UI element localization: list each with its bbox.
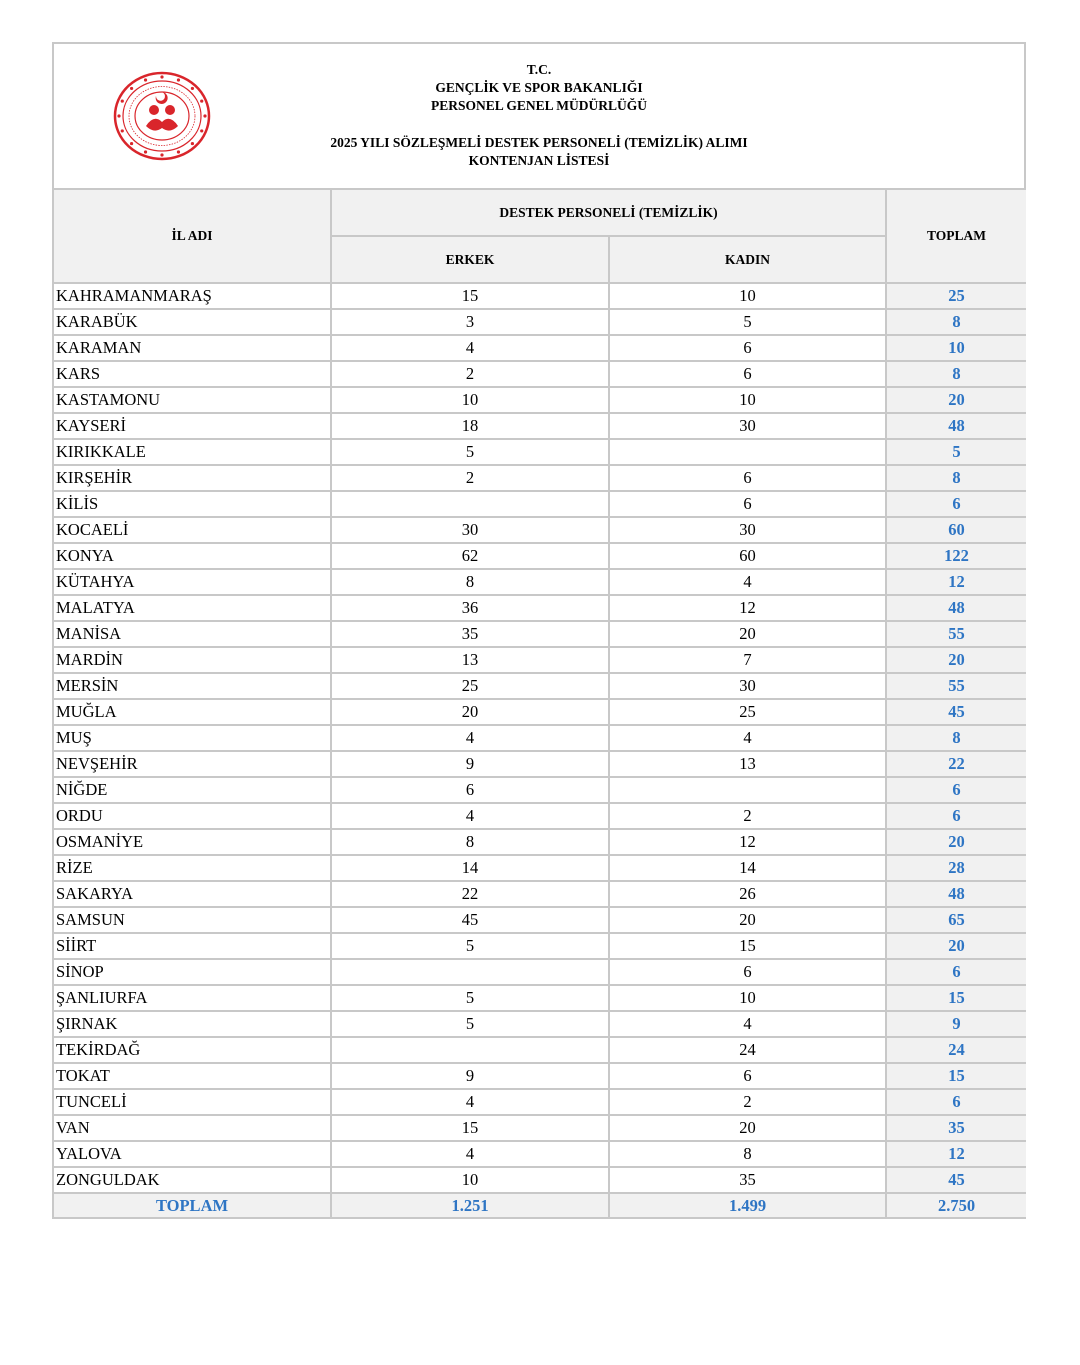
toplam-cell: 28 bbox=[886, 855, 1026, 881]
toplam-cell: 15 bbox=[886, 1063, 1026, 1089]
toplam-cell: 15 bbox=[886, 985, 1026, 1011]
il-cell: KÜTAHYA bbox=[54, 569, 331, 595]
toplam-cell: 20 bbox=[886, 829, 1026, 855]
erkek-cell: 15 bbox=[331, 1115, 609, 1141]
il-cell: MUŞ bbox=[54, 725, 331, 751]
table-row bbox=[54, 309, 1026, 335]
header-directorate: PERSONEL GENEL MÜDÜRLÜĞÜ bbox=[430, 98, 648, 113]
kadin-cell: 6 bbox=[609, 361, 886, 387]
il-cell: KAHRAMANMARAŞ bbox=[54, 283, 331, 309]
kadin-cell: 5 bbox=[609, 309, 886, 335]
table-row bbox=[54, 699, 1026, 725]
il-cell: ZONGULDAK bbox=[54, 1167, 331, 1193]
table-row bbox=[54, 725, 1026, 751]
il-cell: MERSİN bbox=[54, 673, 331, 699]
il-cell: KARAMAN bbox=[54, 335, 331, 361]
kadin-cell: 60 bbox=[609, 543, 886, 569]
erkek-cell: 5 bbox=[331, 1011, 609, 1037]
il-cell: MUĞLA bbox=[54, 699, 331, 725]
il-cell: ŞIRNAK bbox=[54, 1011, 331, 1037]
table-row bbox=[54, 491, 1026, 517]
column-header-erkek: ERKEK bbox=[331, 236, 609, 283]
table-row bbox=[54, 959, 1026, 985]
kadin-cell: 10 bbox=[609, 387, 886, 413]
table-row bbox=[54, 829, 1026, 855]
table-row bbox=[54, 621, 1026, 647]
erkek-cell: 20 bbox=[331, 699, 609, 725]
kadin-cell: 6 bbox=[609, 335, 886, 361]
toplam-cell: 60 bbox=[886, 517, 1026, 543]
toplam-cell: 8 bbox=[886, 725, 1026, 751]
erkek-cell: 25 bbox=[331, 673, 609, 699]
il-cell: KASTAMONU bbox=[54, 387, 331, 413]
toplam-cell: 6 bbox=[886, 777, 1026, 803]
kadin-cell: 6 bbox=[609, 491, 886, 517]
column-header-kadin: KADIN bbox=[609, 236, 886, 283]
table-row bbox=[54, 543, 1026, 569]
kadin-cell: 10 bbox=[609, 985, 886, 1011]
table-row bbox=[54, 569, 1026, 595]
quota-table bbox=[54, 190, 1026, 1217]
toplam-cell: 20 bbox=[886, 387, 1026, 413]
kadin-cell: 12 bbox=[609, 595, 886, 621]
toplam-cell: 5 bbox=[886, 439, 1026, 465]
header-tc: T.C. bbox=[526, 62, 552, 77]
il-cell: ORDU bbox=[54, 803, 331, 829]
table-row bbox=[54, 985, 1026, 1011]
kadin-cell: 20 bbox=[609, 907, 886, 933]
kadin-cell: 14 bbox=[609, 855, 886, 881]
kadin-cell: 30 bbox=[609, 673, 886, 699]
kadin-cell: 6 bbox=[609, 959, 886, 985]
erkek-cell: 10 bbox=[331, 1167, 609, 1193]
il-cell: OSMANİYE bbox=[54, 829, 331, 855]
document-subtitle: KONTENJAN LİSTESİ bbox=[468, 153, 610, 168]
toplam-cell: 22 bbox=[886, 751, 1026, 777]
toplam-cell: 45 bbox=[886, 699, 1026, 725]
erkek-cell: 36 bbox=[331, 595, 609, 621]
erkek-cell: 30 bbox=[331, 517, 609, 543]
il-cell: SAKARYA bbox=[54, 881, 331, 907]
il-cell: NİĞDE bbox=[54, 777, 331, 803]
toplam-cell: 35 bbox=[886, 1115, 1026, 1141]
total-kadin: 1.499 bbox=[609, 1193, 886, 1217]
toplam-cell: 122 bbox=[886, 543, 1026, 569]
erkek-cell: 5 bbox=[331, 439, 609, 465]
toplam-cell: 8 bbox=[886, 361, 1026, 387]
kadin-cell: 2 bbox=[609, 803, 886, 829]
il-cell: KARS bbox=[54, 361, 331, 387]
toplam-cell: 6 bbox=[886, 803, 1026, 829]
toplam-cell: 45 bbox=[886, 1167, 1026, 1193]
toplam-cell: 24 bbox=[886, 1037, 1026, 1063]
total-toplam: 2.750 bbox=[886, 1193, 1026, 1217]
toplam-cell: 12 bbox=[886, 569, 1026, 595]
column-header-group: DESTEK PERSONELİ (TEMİZLİK) bbox=[331, 190, 886, 236]
column-header-toplam: TOPLAM bbox=[886, 190, 1026, 283]
erkek-cell: 2 bbox=[331, 361, 609, 387]
il-cell: VAN bbox=[54, 1115, 331, 1141]
table-row bbox=[54, 751, 1026, 777]
kadin-cell: 15 bbox=[609, 933, 886, 959]
table-row bbox=[54, 1063, 1026, 1089]
erkek-cell: 4 bbox=[331, 335, 609, 361]
il-cell: RİZE bbox=[54, 855, 331, 881]
erkek-cell: 15 bbox=[331, 283, 609, 309]
erkek-cell bbox=[331, 1037, 609, 1063]
table-row bbox=[54, 907, 1026, 933]
toplam-cell: 8 bbox=[886, 465, 1026, 491]
il-cell: KIRŞEHİR bbox=[54, 465, 331, 491]
il-cell: SİNOP bbox=[54, 959, 331, 985]
table-row bbox=[54, 855, 1026, 881]
erkek-cell: 3 bbox=[331, 309, 609, 335]
table-row bbox=[54, 439, 1026, 465]
toplam-cell: 6 bbox=[886, 959, 1026, 985]
toplam-cell: 10 bbox=[886, 335, 1026, 361]
table-row bbox=[54, 1089, 1026, 1115]
il-cell: KİLİS bbox=[54, 491, 331, 517]
erkek-cell: 62 bbox=[331, 543, 609, 569]
erkek-cell: 8 bbox=[331, 569, 609, 595]
document-sheet bbox=[52, 42, 1026, 1219]
il-cell: KARABÜK bbox=[54, 309, 331, 335]
total-row bbox=[54, 1193, 1026, 1217]
table-row bbox=[54, 283, 1026, 309]
il-cell: YALOVA bbox=[54, 1141, 331, 1167]
erkek-cell: 4 bbox=[331, 1141, 609, 1167]
total-erkek: 1.251 bbox=[331, 1193, 609, 1217]
toplam-cell: 48 bbox=[886, 881, 1026, 907]
il-cell: MARDİN bbox=[54, 647, 331, 673]
erkek-cell: 18 bbox=[331, 413, 609, 439]
kadin-cell: 2 bbox=[609, 1089, 886, 1115]
table-row bbox=[54, 803, 1026, 829]
header-ministry: GENÇLİK VE SPOR BAKANLIĞI bbox=[435, 80, 643, 95]
erkek-cell: 6 bbox=[331, 777, 609, 803]
erkek-cell: 4 bbox=[331, 803, 609, 829]
erkek-cell: 4 bbox=[331, 725, 609, 751]
table-row bbox=[54, 413, 1026, 439]
toplam-cell: 48 bbox=[886, 595, 1026, 621]
il-cell: KIRIKKALE bbox=[54, 439, 331, 465]
erkek-cell bbox=[331, 491, 609, 517]
kadin-cell: 6 bbox=[609, 1063, 886, 1089]
table-row bbox=[54, 465, 1026, 491]
table-row bbox=[54, 647, 1026, 673]
table-row bbox=[54, 777, 1026, 803]
erkek-cell bbox=[331, 959, 609, 985]
erkek-cell: 45 bbox=[331, 907, 609, 933]
il-cell: SİİRT bbox=[54, 933, 331, 959]
kadin-cell: 26 bbox=[609, 881, 886, 907]
erkek-cell: 35 bbox=[331, 621, 609, 647]
il-cell: KAYSERİ bbox=[54, 413, 331, 439]
kadin-cell: 4 bbox=[609, 725, 886, 751]
table-row bbox=[54, 387, 1026, 413]
il-cell: KOCAELİ bbox=[54, 517, 331, 543]
kadin-cell: 30 bbox=[609, 413, 886, 439]
toplam-cell: 55 bbox=[886, 673, 1026, 699]
il-cell: ŞANLIURFA bbox=[54, 985, 331, 1011]
erkek-cell: 8 bbox=[331, 829, 609, 855]
erkek-cell: 9 bbox=[331, 751, 609, 777]
il-cell: TEKİRDAĞ bbox=[54, 1037, 331, 1063]
toplam-cell: 48 bbox=[886, 413, 1026, 439]
kadin-cell: 20 bbox=[609, 1115, 886, 1141]
il-cell: TUNCELİ bbox=[54, 1089, 331, 1115]
erkek-cell: 9 bbox=[331, 1063, 609, 1089]
kadin-cell: 24 bbox=[609, 1037, 886, 1063]
table-row bbox=[54, 335, 1026, 361]
table-row bbox=[54, 1115, 1026, 1141]
erkek-cell: 10 bbox=[331, 387, 609, 413]
table-row bbox=[54, 595, 1026, 621]
erkek-cell: 22 bbox=[331, 881, 609, 907]
erkek-cell: 14 bbox=[331, 855, 609, 881]
kadin-cell: 8 bbox=[609, 1141, 886, 1167]
table-row bbox=[54, 881, 1026, 907]
erkek-cell: 5 bbox=[331, 985, 609, 1011]
erkek-cell: 4 bbox=[331, 1089, 609, 1115]
kadin-cell: 4 bbox=[609, 1011, 886, 1037]
table-row bbox=[54, 673, 1026, 699]
table-row bbox=[54, 361, 1026, 387]
erkek-cell: 13 bbox=[331, 647, 609, 673]
kadin-cell: 7 bbox=[609, 647, 886, 673]
toplam-cell: 6 bbox=[886, 1089, 1026, 1115]
toplam-cell: 9 bbox=[886, 1011, 1026, 1037]
kadin-cell: 20 bbox=[609, 621, 886, 647]
toplam-cell: 20 bbox=[886, 647, 1026, 673]
il-cell: TOKAT bbox=[54, 1063, 331, 1089]
erkek-cell: 5 bbox=[331, 933, 609, 959]
kadin-cell bbox=[609, 777, 886, 803]
table-row bbox=[54, 517, 1026, 543]
kadin-cell: 30 bbox=[609, 517, 886, 543]
kadin-cell bbox=[609, 439, 886, 465]
table-row bbox=[54, 1167, 1026, 1193]
il-cell: MALATYA bbox=[54, 595, 331, 621]
document-header bbox=[54, 44, 1024, 190]
toplam-cell: 6 bbox=[886, 491, 1026, 517]
il-cell: SAMSUN bbox=[54, 907, 331, 933]
il-cell: KONYA bbox=[54, 543, 331, 569]
toplam-cell: 20 bbox=[886, 933, 1026, 959]
toplam-cell: 65 bbox=[886, 907, 1026, 933]
total-label: TOPLAM bbox=[54, 1193, 331, 1217]
kadin-cell: 35 bbox=[609, 1167, 886, 1193]
kadin-cell: 4 bbox=[609, 569, 886, 595]
kadin-cell: 10 bbox=[609, 283, 886, 309]
toplam-cell: 8 bbox=[886, 309, 1026, 335]
toplam-cell: 25 bbox=[886, 283, 1026, 309]
kadin-cell: 6 bbox=[609, 465, 886, 491]
il-cell: NEVŞEHİR bbox=[54, 751, 331, 777]
kadin-cell: 25 bbox=[609, 699, 886, 725]
table-row bbox=[54, 933, 1026, 959]
il-cell: MANİSA bbox=[54, 621, 331, 647]
kadin-cell: 13 bbox=[609, 751, 886, 777]
toplam-cell: 12 bbox=[886, 1141, 1026, 1167]
kadin-cell: 12 bbox=[609, 829, 886, 855]
erkek-cell: 2 bbox=[331, 465, 609, 491]
table-row bbox=[54, 1141, 1026, 1167]
document-title: 2025 YILI SÖZLEŞMELİ DESTEK PERSONELİ (TEMİZLİK) ALIMI bbox=[330, 135, 748, 150]
table-row bbox=[54, 1011, 1026, 1037]
toplam-cell: 55 bbox=[886, 621, 1026, 647]
table-row bbox=[54, 1037, 1026, 1063]
column-header-il: İL ADI bbox=[54, 190, 331, 283]
